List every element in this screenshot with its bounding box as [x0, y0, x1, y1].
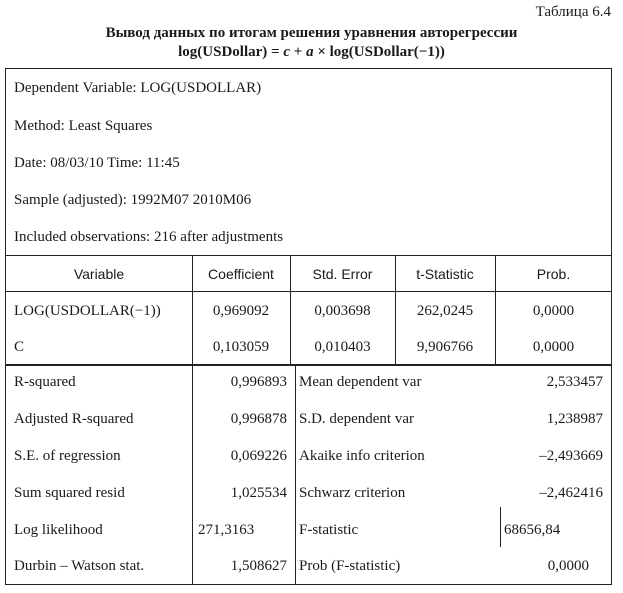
header-variable: Variable: [73, 266, 125, 282]
caption-equation: [0, 43, 623, 62]
stat-label: Mean dependent var: [299, 374, 422, 390]
header-std-error: Std. Error: [312, 266, 373, 282]
meta-observations: Included observations: 216 after adjustments: [14, 229, 284, 245]
stat-value: 1,025534: [230, 485, 287, 501]
stat-value: 2,533457: [546, 374, 603, 390]
stat-value: –2,462416: [539, 485, 603, 501]
stat-label: Log likelihood: [14, 522, 103, 538]
regression-output-table: [5, 68, 612, 585]
stat-value: 68656,84: [504, 522, 561, 538]
meta-dependent-variable: Dependent Variable: LOG(USDOLLAR): [14, 80, 262, 96]
meta-date: Date: 08/03/10 Time: 11:45: [14, 155, 180, 171]
caption-title: Вывод данных по итогам решения уравнения авторегрессии: [105, 25, 518, 41]
stat-value: 0,996878: [230, 411, 287, 427]
stat-value: 0,996893: [230, 374, 287, 390]
coef-t-statistic: 9,906766: [416, 339, 474, 355]
equation-lhs: log(USDollar) =: [178, 44, 284, 60]
stat-value: 271,3163: [198, 522, 255, 538]
header-prob: Prob.: [536, 266, 571, 282]
table-number: Таблица 6.4: [535, 4, 611, 20]
equation-a: a: [306, 44, 314, 60]
divider: [6, 255, 611, 256]
stat-value: –2,493669: [539, 448, 603, 464]
header-coefficient: Coefficient: [208, 266, 274, 282]
stat-value: 1,238987: [546, 411, 603, 427]
stat-value: 0,069226: [230, 448, 287, 464]
stat-value: 0,0000: [547, 558, 589, 574]
equation-rhs: × log(USDollar(−1)): [313, 44, 445, 60]
stat-label: Prob (F-statistic): [299, 558, 401, 574]
coef-variable: C: [14, 339, 25, 355]
coef-variable: LOG(USDOLLAR(−1)): [14, 303, 161, 319]
stat-label: R-squared: [14, 374, 76, 390]
stat-label: Schwarz criterion: [299, 485, 406, 501]
coef-value: 0,103059: [212, 339, 270, 355]
stat-label: Akaike info criterion: [299, 448, 425, 464]
stat-label: Sum squared resid: [14, 485, 125, 501]
stat-label: S.D. dependent var: [299, 411, 414, 427]
meta-sample: Sample (adjusted): 1992M07 2010M06: [14, 192, 252, 208]
coef-std-error: 0,010403: [314, 339, 371, 355]
stat-label: Durbin – Watson stat.: [14, 558, 145, 574]
meta-method: Method: Least Squares: [14, 118, 153, 134]
divider: [6, 364, 611, 366]
coef-t-statistic: 262,0245: [416, 303, 474, 319]
equation-c: c: [283, 44, 291, 60]
divider: [295, 365, 296, 585]
stat-label: F-statistic: [299, 522, 359, 538]
divider: [192, 365, 193, 585]
coef-prob: 0,0000: [532, 339, 575, 355]
stat-value: 1,508627: [230, 558, 287, 574]
stat-label: Adjusted R-squared: [14, 411, 134, 427]
stat-label: S.E. of regression: [14, 448, 121, 464]
coef-std-error: 0,003698: [314, 303, 371, 319]
coef-prob: 0,0000: [532, 303, 575, 319]
divider: [500, 507, 501, 547]
equation-plus: +: [290, 44, 307, 60]
divider: [6, 291, 611, 292]
coef-value: 0,969092: [212, 303, 270, 319]
header-t-statistic: t-Statistic: [416, 266, 474, 282]
